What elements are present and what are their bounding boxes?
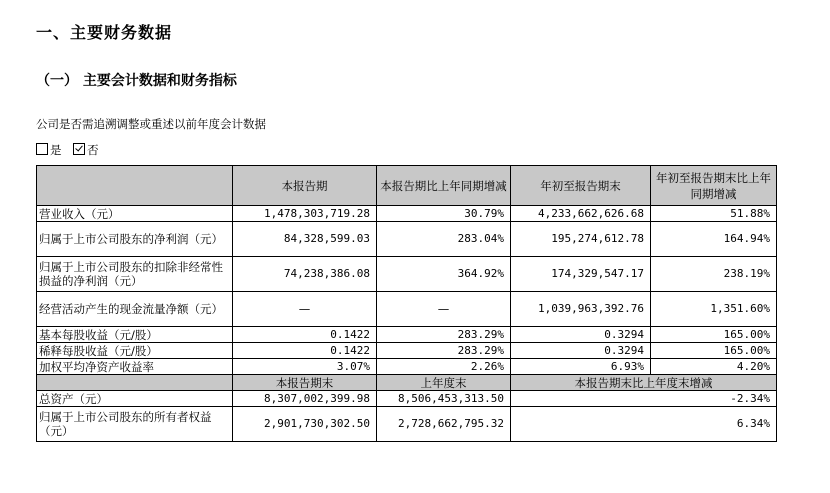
cell-current: 0.1422 bbox=[233, 327, 377, 343]
cell-change: -2.34% bbox=[511, 391, 777, 407]
cell-current-yoy: 30.79% bbox=[377, 206, 511, 222]
header-ytd-yoy: 年初至报告期末比上年同期增减 bbox=[651, 166, 777, 206]
cell-ytd-yoy: 165.00% bbox=[651, 343, 777, 359]
header-period-end: 本报告期末 bbox=[233, 375, 377, 391]
table-row bbox=[37, 257, 777, 292]
cell-current: 1,478,303,719.28 bbox=[233, 206, 377, 222]
cell-current: 0.1422 bbox=[233, 343, 377, 359]
cell-prior-year-end: 2,728,662,795.32 bbox=[377, 407, 511, 442]
row-label: 稀释每股收益（元/股） bbox=[37, 343, 233, 359]
cell-current-yoy: 283.29% bbox=[377, 327, 511, 343]
cell-prior-year-end: 8,506,453,313.50 bbox=[377, 391, 511, 407]
header-ytd: 年初至报告期末 bbox=[511, 166, 651, 206]
cell-ytd: 195,274,612.78 bbox=[511, 222, 651, 257]
row-label: 经营活动产生的现金流量净额（元） bbox=[37, 292, 233, 327]
cell-current-yoy: 283.04% bbox=[377, 222, 511, 257]
cell-ytd-yoy: 4.20% bbox=[651, 359, 777, 375]
cell-current: 74,238,386.08 bbox=[233, 257, 377, 292]
cell-ytd-yoy: 1,351.60% bbox=[651, 292, 777, 327]
cell-ytd-yoy: 165.00% bbox=[651, 327, 777, 343]
cell-ytd: 0.3294 bbox=[511, 343, 651, 359]
cell-period-end: 8,307,002,399.98 bbox=[233, 391, 377, 407]
table-header-row bbox=[37, 166, 777, 206]
row-label: 营业收入（元） bbox=[37, 206, 233, 222]
cell-ytd-yoy: 238.19% bbox=[651, 257, 777, 292]
financial-data-table bbox=[36, 165, 777, 442]
cell-current: — bbox=[233, 292, 377, 327]
header-change: 本报告期末比上年度末增减 bbox=[511, 375, 777, 391]
cell-ytd: 4,233,662,626.68 bbox=[511, 206, 651, 222]
table-row bbox=[37, 391, 777, 407]
row-label: 加权平均净资产收益率 bbox=[37, 359, 233, 375]
cell-change: 6.34% bbox=[511, 407, 777, 442]
row-label: 归属于上市公司股东的所有者权益（元） bbox=[37, 407, 233, 442]
option-no-label: 否 bbox=[87, 143, 99, 157]
balance-header-row bbox=[37, 375, 777, 391]
row-label: 归属于上市公司股东的扣除非经常性损益的净利润（元） bbox=[37, 257, 233, 292]
table-row bbox=[37, 407, 777, 442]
restate-question: 公司是否需追溯调整或重述以前年度会计数据 bbox=[36, 117, 266, 131]
row-label: 基本每股收益（元/股） bbox=[37, 327, 233, 343]
balance-header-blank bbox=[37, 375, 233, 391]
cell-current-yoy: 283.29% bbox=[377, 343, 511, 359]
table-row bbox=[37, 222, 777, 257]
section-title: 一、主要财务数据 bbox=[36, 23, 173, 42]
header-current: 本报告期 bbox=[233, 166, 377, 206]
cell-current: 3.07% bbox=[233, 359, 377, 375]
header-prior-year-end: 上年度末 bbox=[377, 375, 511, 391]
cell-ytd: 174,329,547.17 bbox=[511, 257, 651, 292]
option-yes-label: 是 bbox=[50, 143, 62, 157]
checked-box-icon[interactable] bbox=[73, 143, 85, 155]
cell-current: 84,328,599.03 bbox=[233, 222, 377, 257]
subsection-title: （一） 主要会计数据和财务指标 bbox=[36, 73, 237, 89]
table-row bbox=[37, 206, 777, 222]
table-row bbox=[37, 292, 777, 327]
row-label: 总资产（元） bbox=[37, 391, 233, 407]
header-item bbox=[37, 166, 233, 206]
restate-choice bbox=[36, 142, 99, 158]
table-row bbox=[37, 327, 777, 343]
header-current-yoy: 本报告期比上年同期增减 bbox=[377, 166, 511, 206]
cell-ytd: 1,039,963,392.76 bbox=[511, 292, 651, 327]
cell-period-end: 2,901,730,302.50 bbox=[233, 407, 377, 442]
cell-ytd: 0.3294 bbox=[511, 327, 651, 343]
table-row bbox=[37, 359, 777, 375]
table-row bbox=[37, 343, 777, 359]
row-label: 归属于上市公司股东的净利润（元） bbox=[37, 222, 233, 257]
cell-current-yoy: — bbox=[377, 292, 511, 327]
cell-current-yoy: 2.26% bbox=[377, 359, 511, 375]
cell-ytd: 6.93% bbox=[511, 359, 651, 375]
cell-ytd-yoy: 51.88% bbox=[651, 206, 777, 222]
cell-current-yoy: 364.92% bbox=[377, 257, 511, 292]
cell-ytd-yoy: 164.94% bbox=[651, 222, 777, 257]
unchecked-box-icon[interactable] bbox=[36, 143, 48, 155]
